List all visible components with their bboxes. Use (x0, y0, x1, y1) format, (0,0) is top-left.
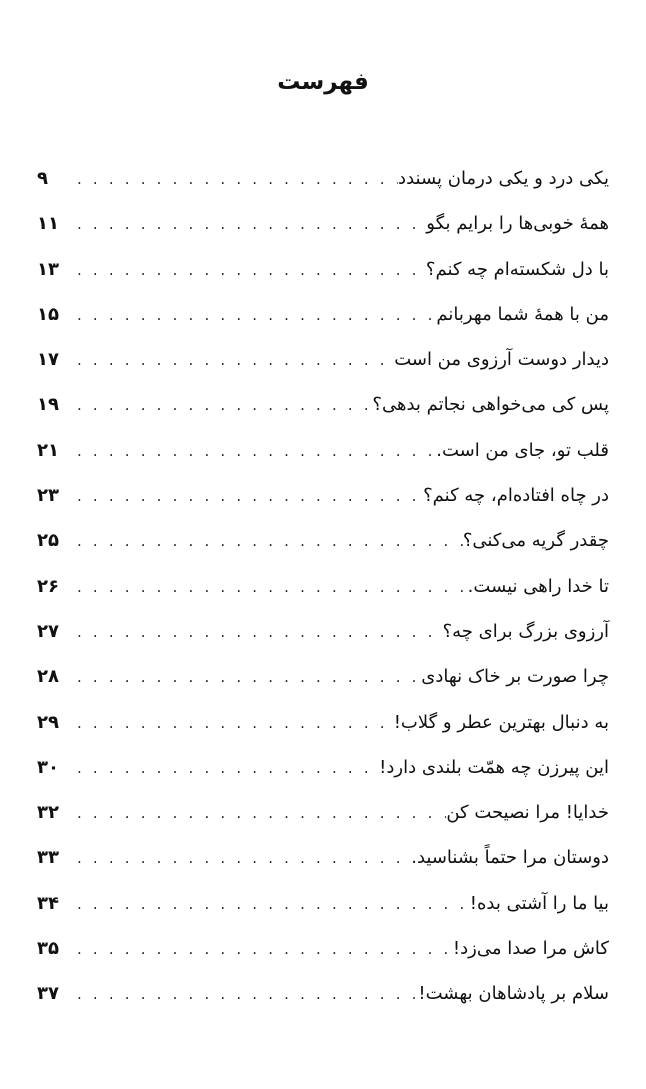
toc-entry-title: دیدار دوست آرزوی من است (394, 349, 609, 371)
toc-entry[interactable] (37, 201, 609, 246)
toc-entry[interactable] (37, 564, 609, 609)
dot-leader (71, 836, 411, 881)
toc-page-number: ۱۱ (37, 213, 59, 235)
toc-page-number: ۲۱ (37, 439, 59, 461)
dot-leader (71, 972, 418, 1017)
dot-leader (71, 202, 426, 247)
toc-page-number: ۲۸ (37, 666, 59, 688)
toc-entry[interactable] (37, 609, 609, 654)
toc-page-number: ۳۴ (37, 892, 59, 914)
toc-entry-title: با دل شکسته‌ام چه کنم؟ (425, 258, 609, 280)
dot-leader (71, 429, 436, 474)
toc-page-number: ۱۳ (37, 258, 59, 280)
toc-entry-title: در چاه افتاده‌ام، چه کنم؟ (423, 485, 609, 507)
toc-page-number: ۲۵ (37, 530, 59, 552)
toc-entry[interactable] (37, 473, 609, 518)
toc-entry-title: دوستان مرا حتماً بشناسید. (411, 847, 609, 869)
dot-leader (71, 565, 468, 610)
toc-entry-title: سلام بر پادشاهان بهشت! (418, 983, 609, 1005)
dot-leader (71, 882, 470, 927)
toc-entry-title: قلب تو، جای من است. (436, 439, 609, 461)
dot-leader (71, 519, 463, 564)
dot-leader (71, 927, 453, 972)
toc-entry[interactable] (37, 654, 609, 699)
dot-leader (71, 474, 423, 519)
dot-leader (71, 701, 394, 746)
toc-page-number: ۱۷ (37, 349, 59, 371)
toc-entry-title: خدایا! مرا نصیحت کن (446, 802, 609, 824)
toc-page-number: ۲۹ (37, 711, 59, 733)
toc-page-number: ۳۳ (37, 847, 59, 869)
toc-page-number: ۲۶ (37, 575, 59, 597)
page-title: فهرست (277, 69, 369, 95)
dot-leader (71, 293, 436, 338)
dot-leader (71, 655, 421, 700)
toc-entry[interactable] (37, 700, 609, 745)
toc-entry[interactable] (37, 518, 609, 563)
toc-entry-title: به دنبال بهترین عطر و گلاب! (393, 711, 609, 733)
toc-entry[interactable] (37, 428, 609, 473)
toc-page-number: ۱۹ (37, 394, 59, 416)
toc-entry-title: بیا ما را آشتی بده! (469, 892, 609, 914)
toc-page-number: ۱۵ (37, 303, 59, 325)
toc-entry-title: تا خدا راهی نیست. (467, 575, 609, 597)
dot-leader (71, 610, 443, 655)
toc-entry[interactable] (37, 382, 609, 427)
toc-entry[interactable] (37, 881, 609, 926)
toc-page-number: ۲۳ (37, 485, 59, 507)
toc-entry[interactable] (37, 156, 609, 201)
toc-entry-title: چقدر گریه می‌کنی؟ (462, 530, 609, 552)
toc-entry-title: کاش مرا صدا می‌زد! (452, 938, 609, 960)
toc-page-number: ۳۵ (37, 938, 59, 960)
toc-entry[interactable] (37, 790, 609, 835)
toc-entry[interactable] (37, 292, 609, 337)
toc-list (37, 156, 609, 1017)
toc-entry-title: من با همهٔ شما مهربانم (436, 303, 609, 325)
toc-entry[interactable] (37, 337, 609, 382)
dot-leader (71, 383, 372, 428)
toc-entry[interactable] (37, 926, 609, 971)
toc-entry[interactable] (37, 745, 609, 790)
dot-leader (71, 248, 426, 293)
toc-entry[interactable] (37, 971, 609, 1016)
toc-entry[interactable] (37, 247, 609, 292)
dot-leader (71, 746, 379, 791)
toc-entry-title: همهٔ خوبی‌ها را برایم بگو (426, 213, 609, 235)
toc-page-number: ۳۲ (37, 802, 59, 824)
toc-page-number: ۳۷ (37, 983, 59, 1005)
dot-leader (71, 338, 394, 383)
toc-entry[interactable] (37, 835, 609, 880)
toc-entry-title: آرزوی بزرگ برای چه؟ (442, 620, 609, 642)
toc-entry-title: یکی درد و یکی درمان پسندد (398, 168, 609, 189)
toc-entry-title: این پیرزن چه همّت بلندی دارد! (379, 756, 609, 778)
toc-entry-title: چرا صورت بر خاک نهادی (421, 666, 609, 688)
toc-page-number: ۹ (37, 168, 48, 189)
toc-page-number: ۳۰ (37, 756, 59, 778)
dot-leader (71, 157, 398, 202)
dot-leader (71, 791, 446, 836)
toc-page-number: ۲۷ (37, 620, 59, 642)
toc-entry-title: پس کی می‌خواهی نجاتم بدهی؟ (372, 394, 609, 416)
